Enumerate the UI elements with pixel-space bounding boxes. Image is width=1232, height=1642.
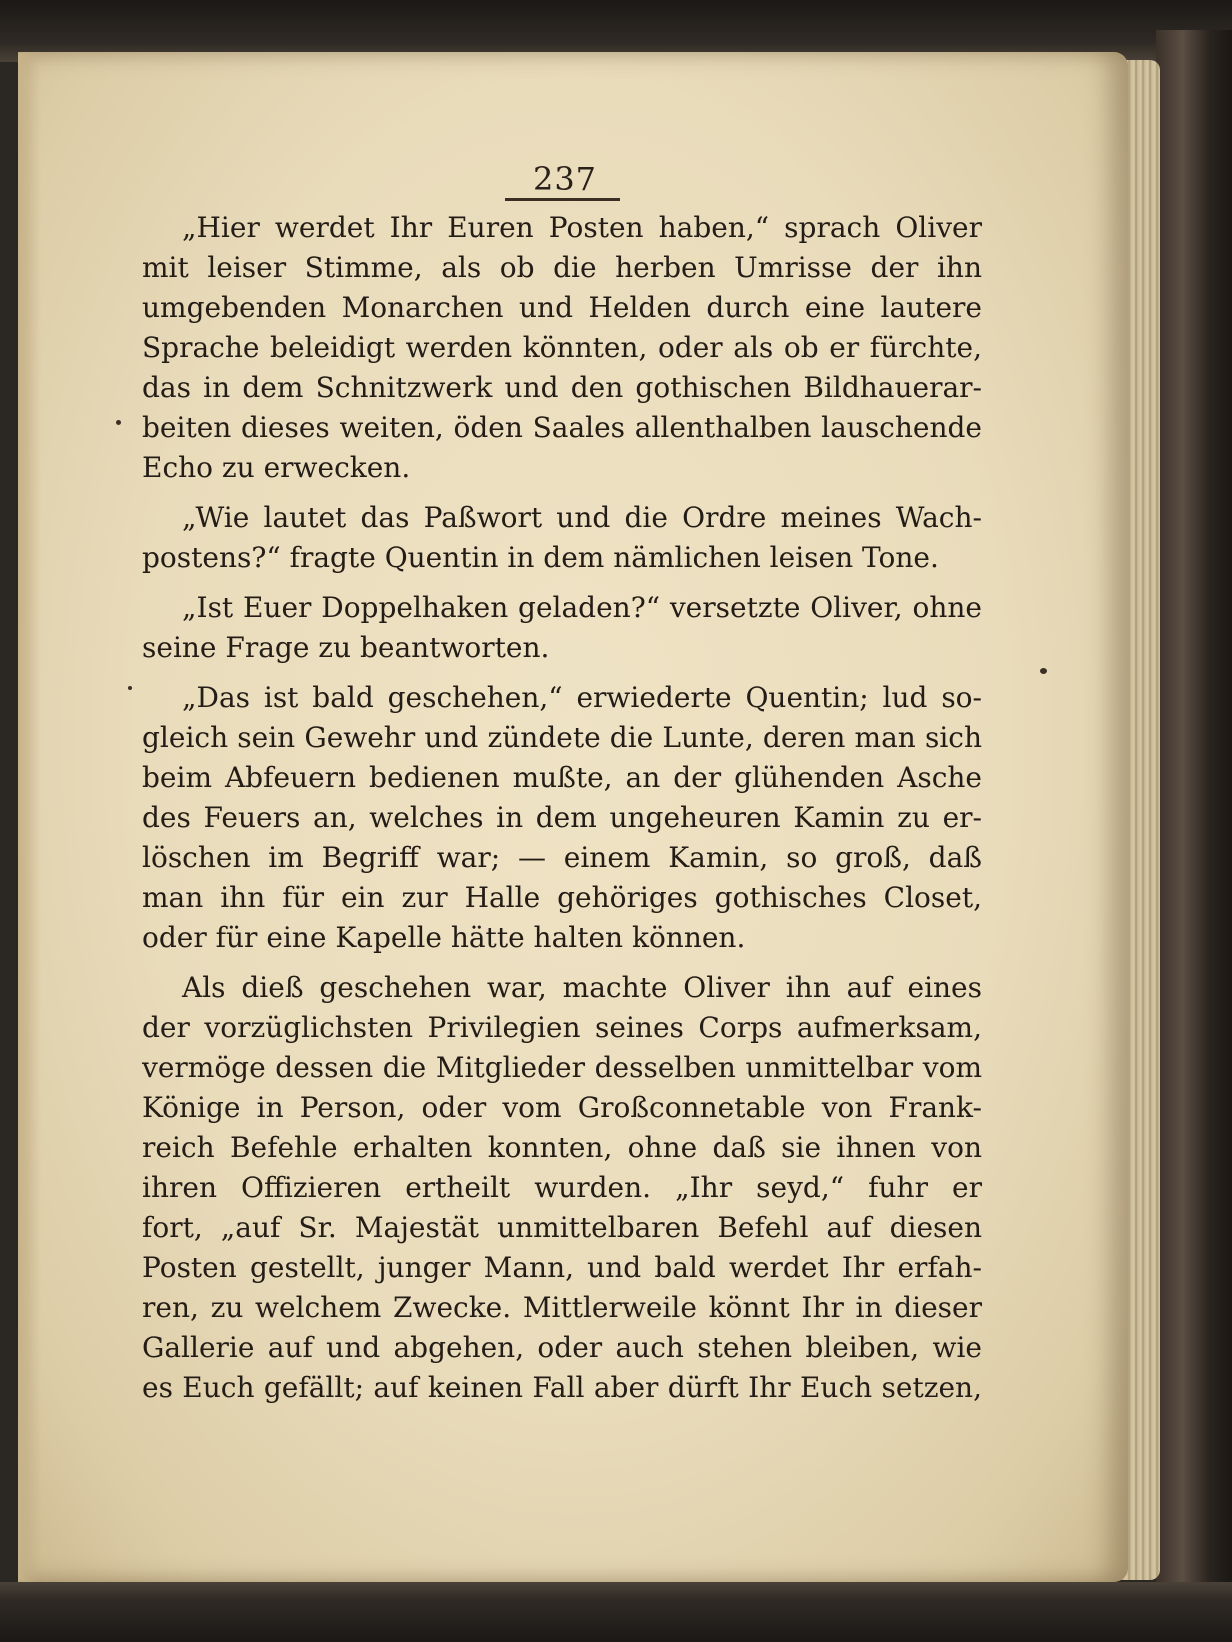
- paragraph: [142, 498, 982, 578]
- ink-speck: [116, 420, 121, 425]
- text-line: man ihn für ein zur Halle gehöriges gothisches Closet,: [142, 881, 982, 914]
- text-line: Sprache beleidigt werden könnten, oder als ob er fürchte,: [142, 331, 982, 364]
- text-line: fort, „auf Sr. Majestät unmittelbaren Befehl auf diesen: [142, 1211, 982, 1244]
- text-line: „Das ist bald geschehen,“ erwiederte Quentin; lud so-: [182, 681, 982, 714]
- paragraph: [142, 588, 982, 668]
- text-line: reich Befehle erhalten konnten, ohne daß sie ihnen von: [142, 1131, 982, 1164]
- text-line: postens?“ fragte Quentin in dem nämlichen leisen Tone.: [142, 541, 939, 574]
- text-line: oder für eine Kapelle hätte halten können.: [142, 921, 746, 954]
- text-line: gleich sein Gewehr und zündete die Lunte, deren man sich: [142, 721, 982, 754]
- binding-bottom: [0, 1582, 1232, 1642]
- text-line: des Feuers an, welches in dem ungeheuren Kamin zu er-: [142, 801, 982, 834]
- ink-speck: [128, 686, 132, 690]
- text-line: ihren Offizieren ertheilt wurden. „Ihr seyd,“ fuhr er: [142, 1171, 982, 1204]
- text-line: „Hier werdet Ihr Euren Posten haben,“ sprach Oliver: [182, 211, 982, 244]
- text-line: „Wie lautet das Paßwort und die Ordre meines Wach-: [182, 501, 982, 534]
- header-rule: [505, 198, 620, 201]
- text-line: vermöge dessen die Mitglieder desselben unmittelbar vom: [142, 1051, 982, 1084]
- text-line: Als dieß geschehen war, machte Oliver ihn auf eines: [182, 971, 982, 1004]
- text-line: beim Abfeuern bedienen mußte, an der glühenden Asche: [142, 761, 982, 794]
- text-line: ren, zu welchem Zwecke. Mittlerweile könnt Ihr in dieser: [142, 1291, 982, 1324]
- ink-speck: [1040, 668, 1047, 674]
- text-line: der vorzüglichsten Privilegien seines Corps aufmerksam,: [142, 1011, 982, 1044]
- text-line: seine Frage zu beantworten.: [142, 631, 550, 664]
- text-line: Könige in Person, oder vom Großconnetable von Frank-: [142, 1091, 982, 1124]
- page-number: 237: [532, 160, 598, 198]
- body-text: [142, 208, 982, 1408]
- page-gutter-shadow: [18, 52, 40, 1582]
- paragraph: [142, 208, 982, 488]
- text-line: Echo zu erwecken.: [142, 451, 411, 484]
- text-line: „Ist Euer Doppelhaken geladen?“ versetzte Oliver, ohne: [182, 591, 982, 624]
- text-line: Posten gestellt, junger Mann, und bald werdet Ihr erfah-: [142, 1251, 982, 1284]
- text-line: es Euch gefällt; auf keinen Fall aber dürft Ihr Euch setzen,: [142, 1371, 982, 1404]
- book-cover-edge: [1156, 30, 1232, 1642]
- text-line: löschen im Begriff war; — einem Kamin, so groß, daß: [142, 841, 982, 874]
- text-line: das in dem Schnitzwerk und den gothischen Bildhauerar-: [142, 371, 982, 404]
- text-line: umgebenden Monarchen und Helden durch eine lautere: [142, 291, 982, 324]
- paragraph: [142, 678, 982, 958]
- text-line: beiten dieses weiten, öden Saales allenthalben lauschende: [142, 411, 982, 444]
- text-line: mit leiser Stimme, als ob die herben Umrisse der ihn: [142, 251, 982, 284]
- paragraph: [142, 968, 982, 1408]
- text-line: Gallerie auf und abgehen, oder auch stehen bleiben, wie: [142, 1331, 982, 1364]
